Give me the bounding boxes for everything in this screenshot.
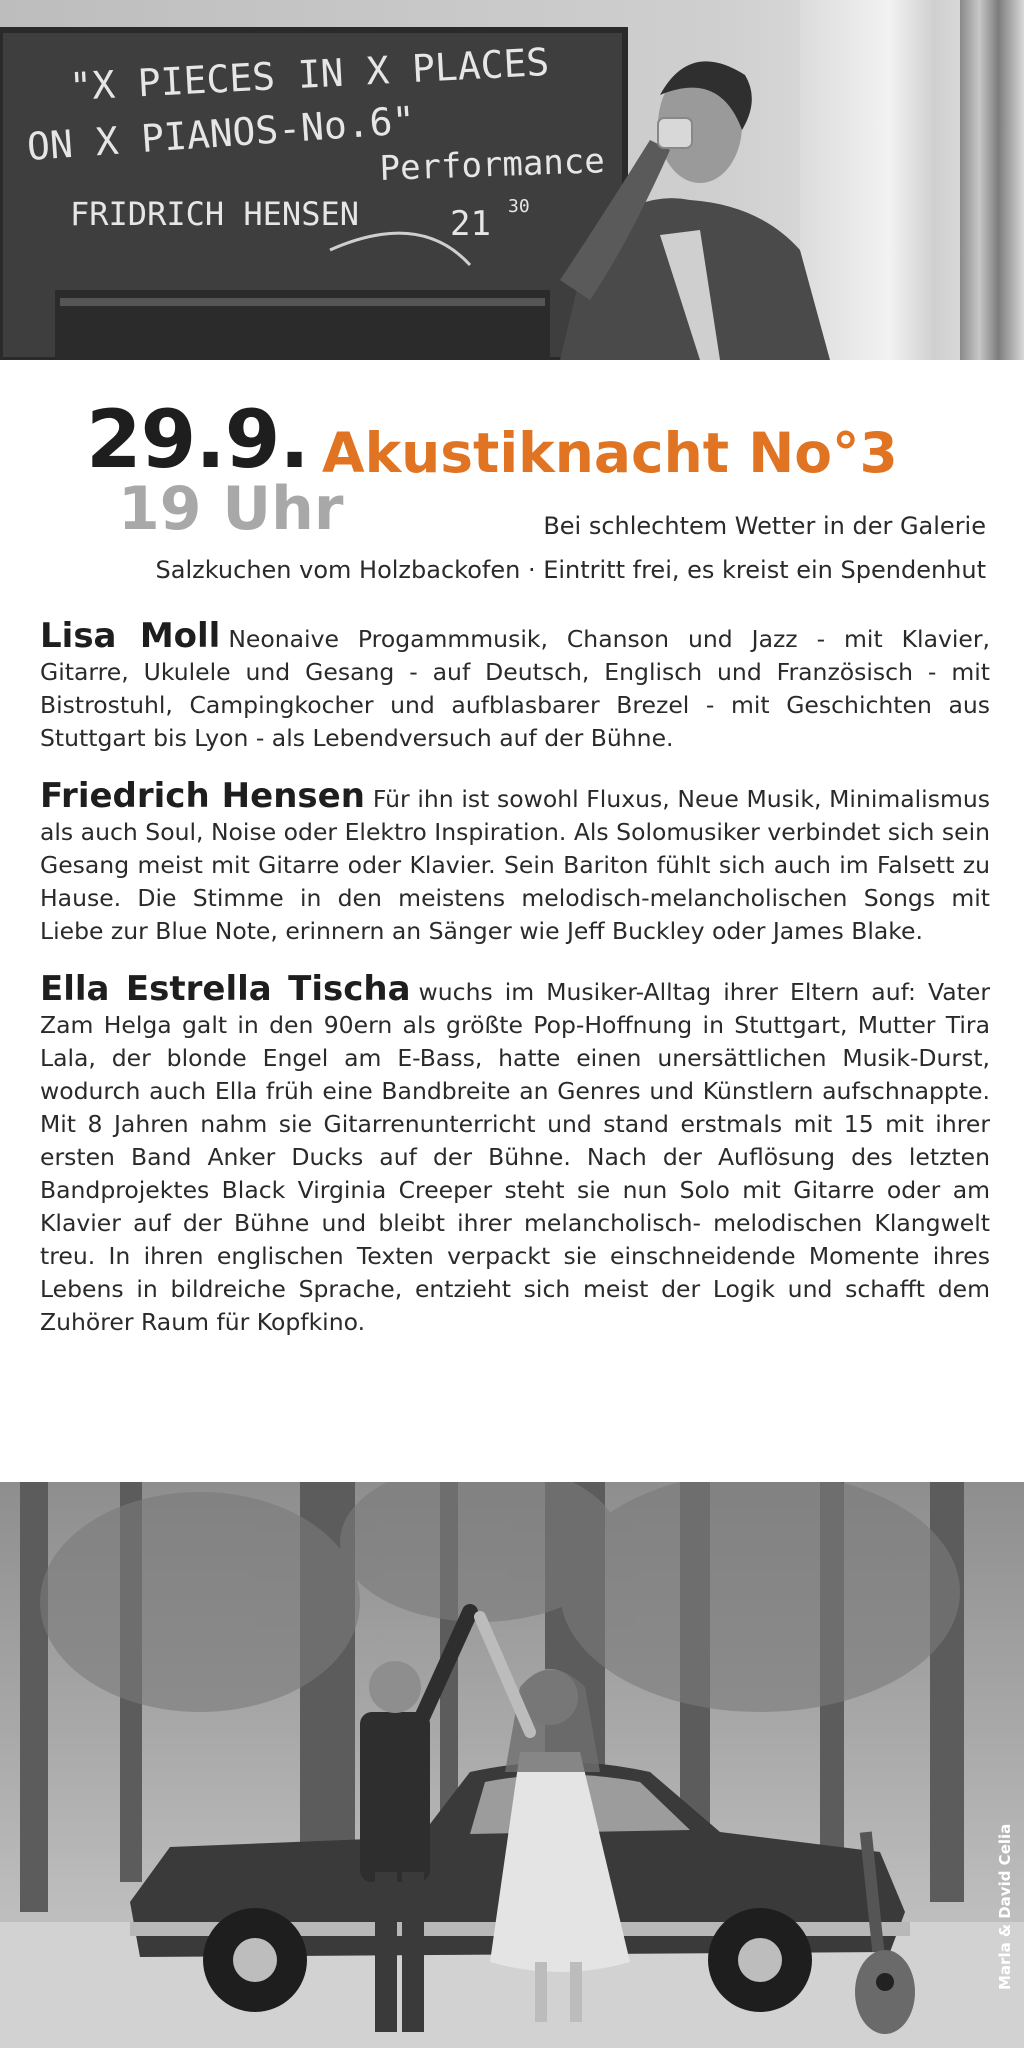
event-date: 29.9. <box>86 393 309 486</box>
chalk-line-1: "X PIECES IN X PLACES <box>68 39 551 109</box>
artist-bio <box>40 969 990 1339</box>
weather-note: Bei schlechtem Wetter in der Galerie <box>543 512 986 540</box>
artist-description: Neonaive Progammmusik, Chanson und Jazz - mit Klavier, Gitarre, Ukulele und Gesang - auf Deutsch, Englisch und Französisch - mit Bistrostuhl, Campingkocher und aufblasbarer Brezel - mit Geschichten aus Stuttgart bis Lyon - als Lebendversuch auf der Bühne. <box>40 625 991 752</box>
chalk-line-2: ON X PIANOS-No.6" <box>25 97 417 169</box>
artist-name: Ella Estrella Tischa <box>40 969 411 1009</box>
artist-description: wuchs im Musiker-Alltag ihrer Eltern auf: Vater Zam Helga galt in den 90ern als größte Pop-Hoffnung in Stuttgart, Mutter Tira Lala, der blonde Engel am E-Bass, hatte einen unersättlichen Musik-Durst, wodurch auch Ella früh eine Bandbreite an Genres und Künstlern aufschnappte. Mit 8 Jahren nahm sie Gitarrenunterricht und stand erstmals mit 15 mit ihrer ersten Band Anker Ducks auf der Bühne. Nach der Auflösung des letzten Bandprojektes Black Virginia Creeper steht sie nun Solo mit Gitarre oder am Klavier auf der Bühne und bleibt ihrer melancholisch- melodischen Klangwelt treu. In ihren englischen Texten verpackt sie einschneidende Momente ihres Lebens in bildreiche Sprache, entzieht sich meist der Logik und schafft dem Zuhörer Raum für Kopfkino. <box>40 978 990 1336</box>
forest-scene <box>0 1482 1024 2048</box>
artist-bio <box>40 616 991 755</box>
artist-list <box>40 616 991 1364</box>
chalk-line-5: 21 <box>450 204 491 244</box>
top-photo <box>0 0 1024 360</box>
chalk-line-3: Performance <box>378 141 606 189</box>
chalkboard-scene <box>0 0 1024 360</box>
chalk-superscript: 30 <box>508 196 530 217</box>
artist-name: Lisa Moll <box>40 616 221 656</box>
event-time: 19 Uhr <box>118 474 344 544</box>
event-info: Salzkuchen vom Holzbackofen · Eintritt frei, es kreist ein Spendenhut <box>155 556 986 584</box>
photo-credit: Marla & David Celia <box>996 1823 1014 1990</box>
artist-name: Friedrich Hensen <box>40 776 365 816</box>
bottom-photo <box>0 1482 1024 2048</box>
artist-bio <box>40 776 990 948</box>
event-title: Akustiknacht No°3 <box>322 421 898 485</box>
artist-description: Für ihn ist sowohl Fluxus, Neue Musik, Minimalismus als auch Soul, Noise oder Elektro Inspiration. Als Solomusiker verbindet sich sein Gesang meist mit Gitarre oder Klavier. Sein Bariton fühlt sich auch im Falsett zu Hause. Die Stimme in den meistens melodisch-melancholischen Songs mit Liebe zur Blue Note, erinnern an Sänger wie Jeff Buckley oder James Blake. <box>40 785 990 945</box>
chalk-line-4: FRIDRICH HENSEN <box>70 195 359 233</box>
